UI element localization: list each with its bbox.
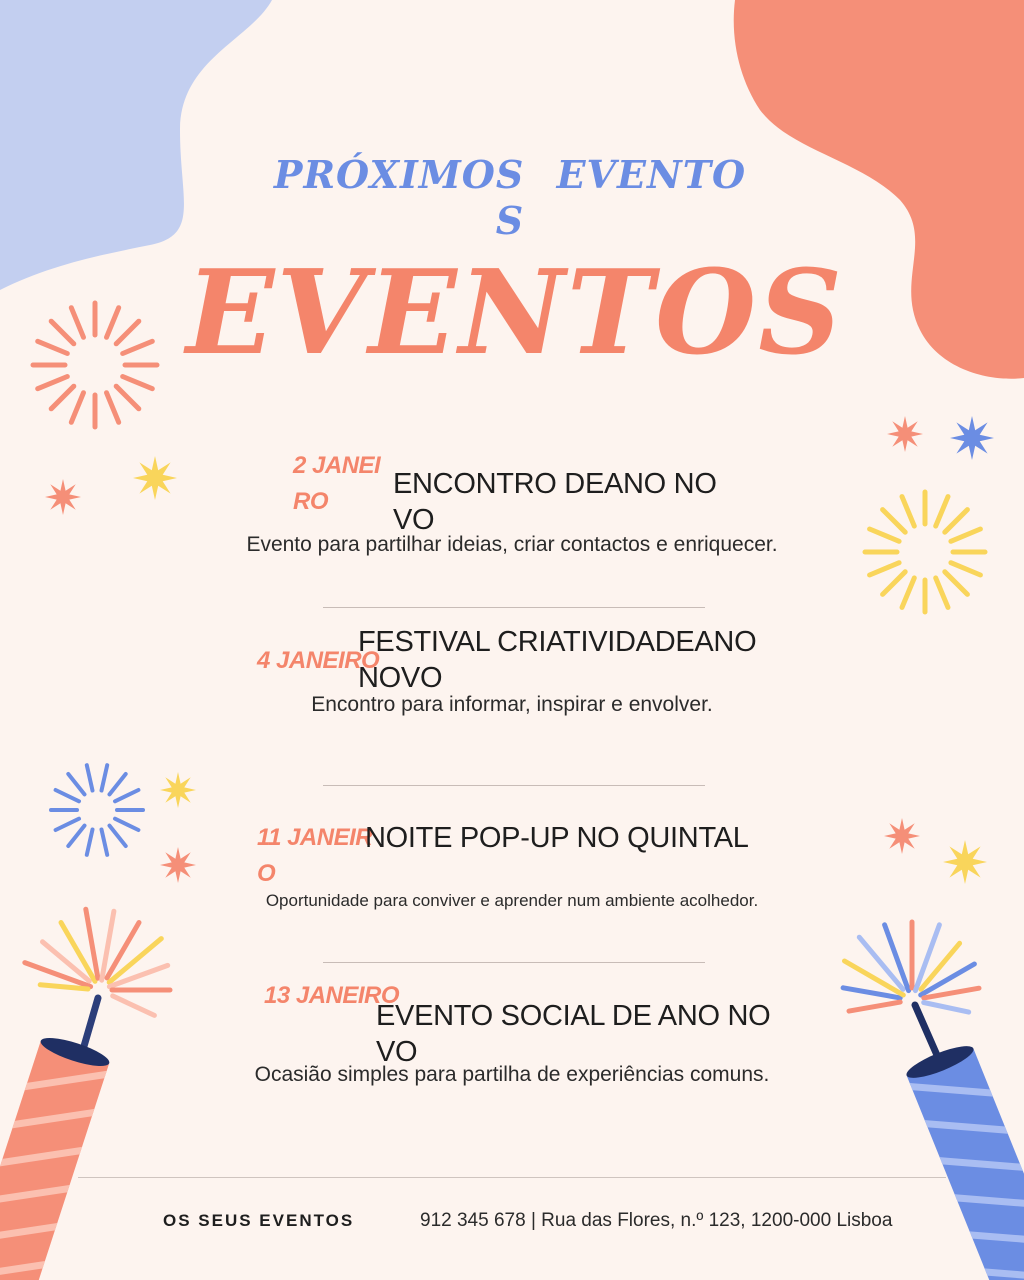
divider bbox=[323, 607, 705, 608]
event-description: Oportunidade para conviver e aprender num ambiente acolhedor. bbox=[265, 891, 759, 910]
footer-brand: OS SEUS EVENTOS bbox=[163, 1211, 355, 1230]
subtitle bbox=[260, 152, 760, 244]
event-name: FESTIVAL CRIATIVIDADEANO NOVO bbox=[358, 626, 757, 694]
firework-burst-icon bbox=[51, 765, 143, 855]
divider bbox=[323, 962, 705, 963]
sparkle-star-icon bbox=[45, 479, 81, 515]
party-popper-icon bbox=[0, 909, 170, 1280]
event-description: Encontro para informar, inspirar e envolver. bbox=[311, 693, 713, 716]
event-date: 11 JANEIRO bbox=[257, 824, 373, 887]
subtitle-line-1: PRÓXIMOS EVENTO bbox=[273, 152, 747, 197]
divider bbox=[323, 785, 705, 786]
event-date: 4 JANEIRO bbox=[257, 647, 380, 674]
firework-burst-icon bbox=[33, 303, 157, 427]
sparkle-star-icon bbox=[133, 456, 177, 500]
sparkle-star-icon bbox=[943, 840, 987, 884]
page-title: EVENTOS bbox=[185, 245, 844, 381]
sparkle-star-icon bbox=[950, 416, 994, 460]
sparkle-star-icon bbox=[160, 772, 196, 808]
sparkle-star-icon bbox=[160, 847, 196, 883]
event-date: 13 JANEIRO bbox=[264, 982, 400, 1009]
sparkle-star-icon bbox=[887, 416, 923, 452]
event-name: ENCONTRO DEANO NOVO bbox=[393, 468, 717, 536]
event-date: 2 JANEIRO bbox=[293, 452, 381, 515]
sparkle-star-icon bbox=[884, 818, 920, 854]
event-name: EVENTO SOCIAL DE ANO NOVO bbox=[376, 1000, 771, 1068]
event-description: Evento para partilhar ideias, criar contactos e enriquecer. bbox=[246, 533, 778, 556]
footer-contact: 912 345 678 | Rua das Flores, n.º 123, 1200-000 Lisboa bbox=[420, 1210, 893, 1231]
footer-divider bbox=[78, 1177, 946, 1178]
event-name: NOITE POP-UP NO QUINTAL bbox=[365, 822, 749, 854]
event-description: Ocasião simples para partilha de experiências comuns. bbox=[254, 1063, 770, 1086]
subtitle-line-2: S bbox=[495, 198, 525, 243]
